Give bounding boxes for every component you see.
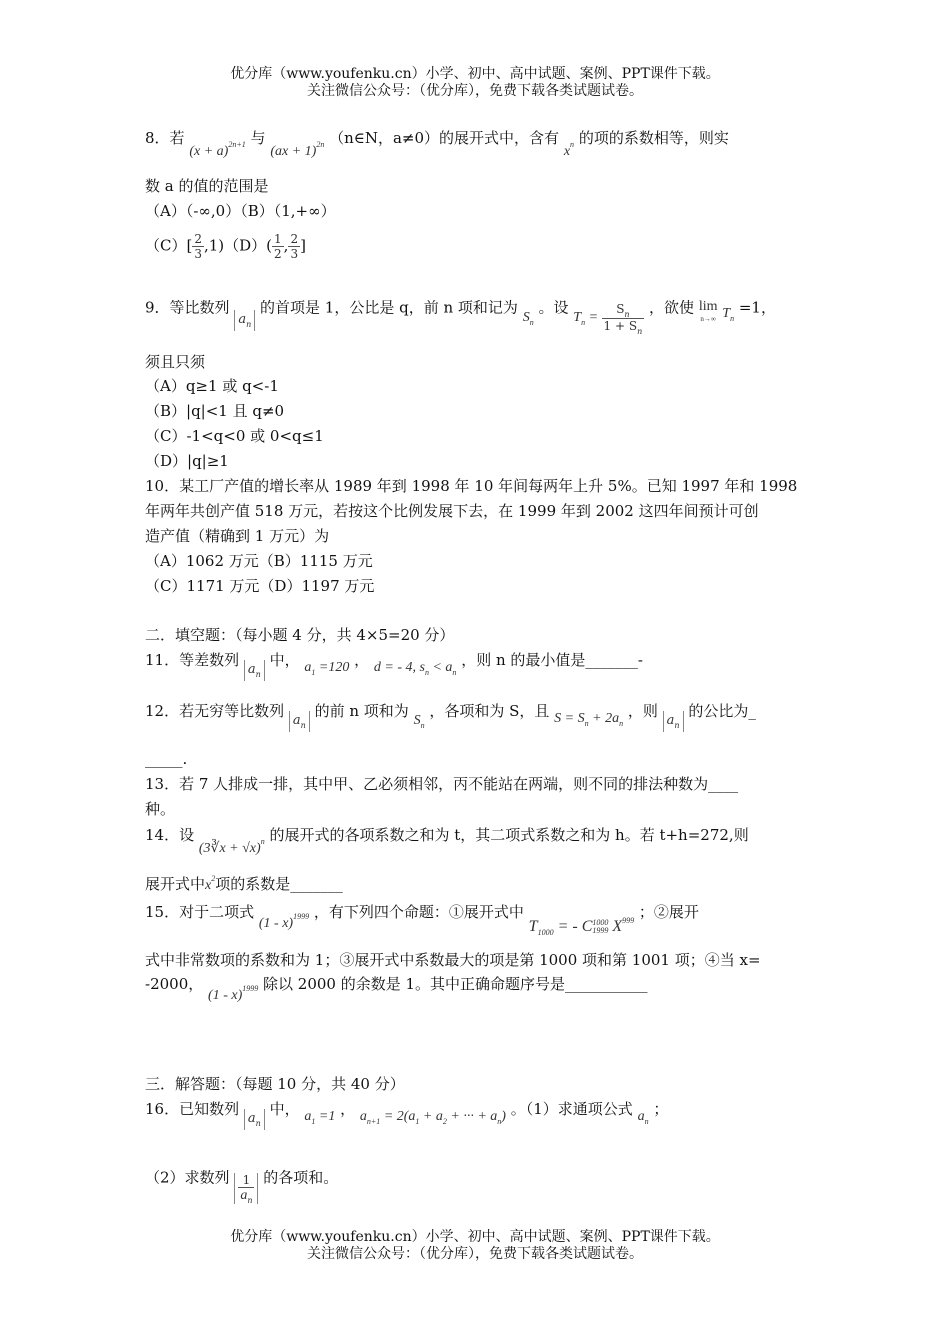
q16-an: $a_n$ <box>637 1109 649 1126</box>
section-3-title: 三．解答题：（每题 10 分，共 40 分） <box>145 1075 405 1093</box>
q9-tn: $T_n$ = <box>573 309 602 327</box>
q9-sequence: $a_n$ <box>234 310 255 331</box>
q8-options-cd: （C）[ $\frac{2}{3}$ ,1)（D）( $\frac{1}{2}$ , $\frac{2}{3}$ ] <box>145 232 306 261</box>
footer-line-1: 优分库（www.youfenku.cn）小学、初中、高中试题、案例、PPT课件下载。 <box>230 1229 720 1245</box>
q13-line-1: 13．若 7 人排成一排，其中甲、乙必须相邻，丙不能站在两端，则不同的排法种数为____ <box>145 775 739 793</box>
question-15: 15．对于二项式 (1 - x)$^{1999}$ ，有下列四个命题：①展开式中 $T_{1000}$ = - C 1000 1999 $X^{999}$ ；②展开 <box>145 903 699 937</box>
section-2-title: 二．填空题：（每小题 4 分，共 4×5=20 分） <box>145 626 455 644</box>
question-8-stem <box>145 128 729 159</box>
q10-line-1: 10．某工厂产值的增长率从 1989 年到 1998 年 10 年间每两年上升 5%。已知 1997 年和 1998 <box>145 477 798 495</box>
q14-line-2: 展开式中$x^2$项的系数是_______ <box>145 874 343 893</box>
q13-line-2: 种。 <box>145 800 176 818</box>
q8-expr-2: (ax + 1)$^{2n}$ <box>270 140 325 159</box>
q15-line-3: -2000， (1 - x)$^{1999}$ 除以 2000 的余数是 1。其中正确命题序号是___________ <box>145 975 648 1003</box>
q11-condition: d = - 4, $s_n < a_n$ <box>373 660 457 677</box>
q11-sequence: $a_n$ <box>244 660 265 681</box>
q15-term: $T_{1000}$ = - C 1000 1999 $X^{999}$ <box>528 916 635 937</box>
q9-option-d: （D）|q|≥1 <box>145 452 229 470</box>
q14-x2: $x^2$ <box>205 874 216 893</box>
q12-line-2: _____. <box>145 750 188 768</box>
q15-line-2: 式中非常数项的系数和为 1；③展开式中系数最大的项是第 1000 项和第 1001 项；④当 x= <box>145 951 761 969</box>
q8-text-3: 的项的系数相等，则实 <box>578 129 729 147</box>
q9-fraction: $\frac{S_n}{1 + S_n}$ <box>603 302 643 336</box>
q16-sequence: $a_n$ <box>244 1109 265 1130</box>
q15-binomial: (1 - x)$^{1999}$ <box>258 912 310 931</box>
q9-option-a: （A）q≥1 或 q<-1 <box>145 377 279 395</box>
q8-frac-d2: $\frac{2}{3}$ <box>290 232 299 261</box>
q10-options-ab: （A）1062 万元（B）1115 万元 <box>145 552 373 570</box>
q16-a1: $a_1 =1$ <box>304 1109 336 1126</box>
q9-sn: $S_n$ <box>522 309 534 327</box>
question-11: 11．等差数列 $a_n$ 中， $a_1 =120$ ， d = - 4, $s_n < a_n$ ，则 n 的最小值是_______- <box>145 651 643 679</box>
q9-line-2: 须且只须 <box>145 353 206 371</box>
q12-equation: $S = S_n + 2a_n$ <box>554 711 624 728</box>
q8-frac-d1: $\frac{1}{2}$ <box>274 232 282 261</box>
q14-expr: (3∛x + √x)$^n$ <box>198 837 265 856</box>
q10-line-3: 造产值（精确到 1 万元）为 <box>145 527 330 545</box>
q10-line-2: 年两年共创产值 518 万元，若按这个比例发展下去，在 1999 年到 2002 这四年间预计可创 <box>145 502 759 520</box>
q16-reciprocal-sequence: $\frac{1}{a_n}$ <box>234 1173 258 1204</box>
q16-line-2: （2）求数列 $\frac{1}{a_n}$ 的各项和。 <box>145 1168 339 1205</box>
q9-limit: lim n→∞ <box>698 298 718 323</box>
q12-sn: $S_n$ <box>413 713 425 730</box>
q11-a1: $a_1 =120$ <box>304 660 350 677</box>
q8-frac-c: $\frac{2}{3}$ <box>194 232 202 261</box>
page-header <box>0 66 950 100</box>
q12-sequence: $a_n$ <box>289 711 310 732</box>
question-14: 14．设 (3∛x + √x)$^n$ 的展开式的各项系数之和为 t，其二项式系数之和为 h。若 t+h=272,则 <box>145 826 749 856</box>
question-16: 16．已知数列 $a_n$ 中， $a_1 =1$ ， $a_{n+1} = 2(a_1 + a_2$ + ··· + $a_n$) 。（1）求通项公式 $a_n$ ； <box>145 1100 669 1128</box>
q8-line-2: 数 a 的值的范围是 <box>145 177 269 195</box>
q15-binomial-2: (1 - x)$^{1999}$ <box>208 984 259 1003</box>
q8-options-ab: （A）（-∞,0）（B）（1,+∞） <box>145 202 336 220</box>
q9-tn-2: $T_n$ <box>722 305 735 323</box>
question-12: 12．若无穷等比数列 $a_n$ 的前 n 项和为 $S_n$ ，各项和为 S，且 $S = S_n + 2a_n$ ，则 $a_n$ 的公比为_ <box>145 702 756 730</box>
footer-line-2: 关注微信公众号：（优分库），免费下载各类试题试卷。 <box>307 1246 643 1262</box>
q8-text-1: 与 <box>250 129 266 147</box>
q12-sequence-2: $a_n$ <box>663 711 684 732</box>
q10-options-cd: （C）1171 万元（D）1197 万元 <box>145 577 375 595</box>
header-line-2: 关注微信公众号：（优分库），免费下载各类试题试卷。 <box>307 83 643 99</box>
header-line-1: 优分库（www.youfenku.cn）小学、初中、高中试题、案例、PPT课件下载。 <box>230 66 720 82</box>
q9-option-c: （C）-1<q<0 或 0<q≤1 <box>145 427 324 445</box>
q8-expr-3: $x^n$ <box>563 140 575 159</box>
q8-text-2: （n∈N，a≠0）的展开式中，含有 <box>329 129 560 147</box>
page-footer <box>0 1229 950 1263</box>
q9-option-b: （B）|q|<1 且 q≠0 <box>145 402 285 420</box>
q8-expr-1: $(x + a)^{2n+1}$ <box>189 140 246 159</box>
question-9-stem: 9．等比数列 $a_n$ 的首项是 1，公比是 q，前 n 项和记为 $S_n$ 。设 $T_n$ = $\frac{S_n}{1 + S_n}$ ，欲使 lim n→∞ $T_n =1$， <box>145 298 776 336</box>
q8-number: 8．若 <box>145 129 185 147</box>
q16-recurrence: $a_{n+1} = 2(a_1 + a_2$ + ··· + $a_n$) <box>359 1109 506 1126</box>
